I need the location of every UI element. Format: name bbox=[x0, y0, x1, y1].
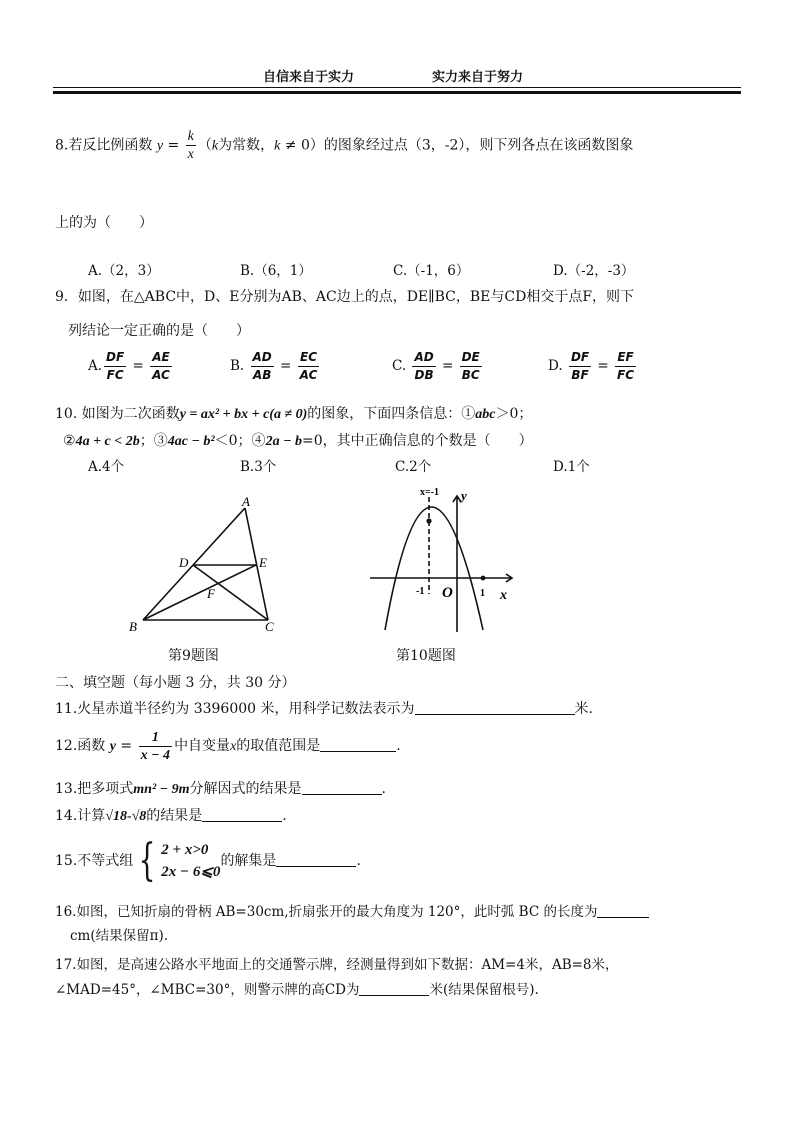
fig10-label-plus1: 1 bbox=[480, 588, 485, 599]
header-left-motto: 自信来自于实力 bbox=[263, 70, 355, 85]
q13-end: . bbox=[381, 781, 386, 797]
q9-d-label: D. bbox=[548, 358, 563, 374]
fig10-vertex-point bbox=[426, 518, 431, 523]
question-15 bbox=[55, 835, 361, 887]
fig10-label-minus1: -1 bbox=[416, 586, 425, 597]
fig10-parabola-curve bbox=[385, 507, 483, 630]
q8-eq: = bbox=[163, 137, 184, 154]
figure-10-caption: 第10题图 bbox=[396, 648, 456, 664]
q9-c-d2: BC bbox=[461, 368, 480, 382]
q8-k: k bbox=[211, 138, 219, 154]
q9-d-d2: FC bbox=[617, 368, 635, 382]
q10-option-d: D.1个 bbox=[553, 459, 590, 475]
q10-l2b: 4a + c < 2b bbox=[75, 434, 140, 449]
q14-answer-blank[interactable] bbox=[202, 806, 282, 822]
q12-end: . bbox=[396, 738, 401, 754]
q8-y: y bbox=[156, 138, 164, 154]
q12-y: y bbox=[109, 739, 116, 754]
q9-b-n2: EC bbox=[298, 349, 320, 367]
section-2-title: 二、填空题（每小题 3 分，共 30 分） bbox=[55, 675, 296, 691]
q12-mid: 中自变量 bbox=[174, 738, 231, 754]
q10-option-a: A.4个 bbox=[88, 459, 125, 475]
q12-suffix: 的取值范围是 bbox=[236, 738, 321, 754]
q9-a-n2: AE bbox=[150, 349, 172, 367]
q8-fraction bbox=[186, 128, 196, 163]
q10-l1e: ＞0； bbox=[495, 406, 533, 422]
fig10-label-y: y bbox=[461, 488, 467, 503]
q10-l2c: ；③ bbox=[139, 433, 168, 449]
fig10-root-point bbox=[481, 576, 486, 581]
q13-answer-blank[interactable] bbox=[302, 779, 382, 795]
question-9-line2: 列结论一定正确的是（ ） bbox=[68, 323, 250, 339]
q17-answer-blank[interactable] bbox=[359, 980, 429, 996]
q8-option-c: C.（-1，6） bbox=[393, 263, 470, 279]
question-9-line1: 9．如图，在△ABC中，D、E分别为AB、AC边上的点，DE∥BC，BE与CD相交于点F，则下 bbox=[55, 289, 635, 305]
q9-b-n1: AD bbox=[251, 349, 274, 367]
q12-eq: = bbox=[115, 738, 137, 754]
fig9-side-ab bbox=[143, 508, 245, 620]
q10-option-c: C.2个 bbox=[395, 459, 432, 475]
q9-c-n1: AD bbox=[412, 349, 435, 367]
q10-option-b: B.3个 bbox=[240, 459, 277, 475]
figure-9-caption: 第9题图 bbox=[168, 648, 219, 664]
q9-c-label: C. bbox=[392, 358, 407, 374]
q9-b-d1: AB bbox=[252, 368, 272, 382]
q13-suffix: 分解因式的结果是 bbox=[189, 781, 302, 797]
q11-text: 11.火星赤道半径约为 3396000 米，用科学记数法表示为 bbox=[55, 701, 415, 717]
q8-k2: k bbox=[274, 138, 281, 154]
q15-line2: 2x − 6⩽0 bbox=[161, 864, 221, 880]
q17-line2b: 米(结果保留根号). bbox=[429, 982, 539, 998]
q11-suffix: 米. bbox=[574, 701, 593, 717]
q14-expr: √18-√8 bbox=[105, 809, 147, 824]
q9-option-c: C. $\frac{AD}{DB}$ = $\frac{DE}{BC}$ bbox=[392, 350, 480, 382]
q8-option-d: D.（-2，-3） bbox=[553, 263, 635, 279]
question-16-line2: cm(结果保留π). bbox=[70, 928, 169, 944]
question-10-line1 bbox=[55, 404, 532, 425]
fig9-segment-cd bbox=[193, 565, 268, 620]
q15-answer-blank[interactable] bbox=[276, 851, 356, 867]
q8-mid2: 为常数， bbox=[218, 137, 275, 154]
header-right-motto: 实力来自于努力 bbox=[432, 70, 524, 85]
fig9-label-d: D bbox=[179, 555, 189, 570]
q16-answer-blank[interactable] bbox=[597, 902, 649, 918]
q9-option-b: B. $\frac{AD}{AB}$ = $\frac{EC}{AC}$ bbox=[230, 350, 318, 382]
q8-option-a: A.（2，3） bbox=[88, 263, 160, 279]
page-header bbox=[0, 66, 794, 86]
q13-expr: mn² − 9m bbox=[133, 782, 190, 797]
question-11 bbox=[55, 699, 593, 719]
fig10-label-x: x bbox=[500, 588, 507, 603]
q15-prefix: 15.不等式组 bbox=[55, 853, 134, 869]
q10-l1b: y = ax² + bx + c(a ≠ 0) bbox=[179, 407, 308, 422]
figure-9-triangle bbox=[128, 496, 298, 636]
q9-a-n1: DF bbox=[104, 349, 126, 367]
question-12 bbox=[55, 727, 401, 766]
fig9-label-c: C bbox=[265, 619, 274, 634]
q10-l2f: 2a − b bbox=[265, 434, 303, 449]
q10-l2a: ② bbox=[63, 433, 76, 449]
q9-option-d: D. $\frac{DF}{BF}$ = $\frac{EF}{FC}$ bbox=[548, 350, 635, 382]
q12-den: x − 4 bbox=[140, 747, 171, 763]
q8-cond: ≠ 0）的图象经过点（3，-2），则下列各点在该函数图象 bbox=[280, 137, 634, 154]
question-8-stem bbox=[55, 128, 633, 164]
q15-suffix: 的解集是 bbox=[220, 853, 277, 869]
q9-d-n1: DF bbox=[569, 349, 591, 367]
q10-l1a: 10. 如图为二次函数 bbox=[55, 406, 180, 422]
header-rule-thick bbox=[53, 91, 741, 94]
question-14 bbox=[55, 806, 287, 827]
question-17-line2 bbox=[55, 980, 539, 1000]
q8-den: x bbox=[187, 147, 194, 162]
fig9-label-a: A bbox=[242, 496, 250, 509]
q8-mid1: （ bbox=[197, 137, 212, 154]
q14-prefix: 14.计算 bbox=[55, 808, 106, 824]
q9-d-n2: EF bbox=[615, 349, 636, 367]
q8-prefix: 8.若反比例函数 bbox=[55, 137, 153, 154]
q12-x: x bbox=[230, 739, 237, 754]
q9-b-d2: AC bbox=[299, 368, 318, 382]
fig9-label-f: F bbox=[207, 586, 215, 601]
fig9-segment-be bbox=[143, 565, 256, 620]
q15-end: . bbox=[356, 853, 361, 869]
q9-c-d1: DB bbox=[414, 368, 434, 382]
q9-a-label: A. bbox=[88, 358, 103, 374]
q16-line1-text: 16.如图，已知折扇的骨柄 AB=30cm,折扇张开的最大角度为 120°，此时弧 BC 的长度为 bbox=[55, 904, 598, 920]
q10-l1c: 的图象，下面四条信息：① bbox=[307, 406, 476, 422]
q12-fraction bbox=[139, 729, 172, 764]
fig9-label-b: B bbox=[129, 619, 137, 634]
question-8-line2: 上的为（ ） bbox=[55, 215, 153, 231]
question-13 bbox=[55, 779, 386, 800]
q13-prefix: 13.把多项式 bbox=[55, 781, 134, 797]
q9-a-d2: AC bbox=[152, 368, 170, 382]
fig10-label-origin: O bbox=[442, 585, 453, 601]
fig9-label-e: E bbox=[259, 555, 267, 570]
q9-b-label: B. bbox=[230, 358, 245, 374]
q15-brace: { bbox=[138, 835, 156, 886]
q14-suffix: 的结果是 bbox=[146, 808, 203, 824]
question-16-line1 bbox=[55, 902, 649, 922]
q12-answer-blank[interactable] bbox=[320, 736, 396, 752]
figure-10-parabola bbox=[362, 484, 522, 634]
q9-option-a: A. $\frac{DF}{FC}$ = $\frac{AE}{AC}$ bbox=[88, 350, 170, 382]
q8-num: k bbox=[187, 129, 194, 144]
header-rule-thin bbox=[53, 87, 741, 88]
q12-num: 1 bbox=[139, 729, 172, 747]
q17-line2a: ∠MAD=45°，∠MBC=30°，则警示牌的高CD为 bbox=[55, 982, 360, 998]
q10-l2g: =0，其中正确信息的个数是（ ） bbox=[302, 433, 533, 449]
question-17-line1: 17.如图，是高速公路水平地面上的交通警示牌，经测量得到如下数据：AM=4米，AB=8米， bbox=[55, 957, 619, 973]
q9-a-d1: FC bbox=[106, 368, 124, 382]
question-10-line2 bbox=[63, 431, 533, 452]
q15-line1: 2 + x>0 bbox=[161, 842, 209, 858]
q8-option-b: B.（6，1） bbox=[240, 263, 312, 279]
q10-l1d: abc bbox=[475, 407, 496, 422]
q9-c-n2: DE bbox=[460, 349, 482, 367]
q10-l2d: 4ac − b² bbox=[167, 434, 215, 449]
q9-d-d1: BF bbox=[571, 368, 589, 382]
q15-system bbox=[161, 839, 220, 883]
q11-answer-blank[interactable] bbox=[415, 699, 575, 715]
q10-l2e: ＜0；④ bbox=[214, 433, 266, 449]
q12-prefix: 12.函数 bbox=[55, 738, 106, 754]
fig10-label-vline: x=-1 bbox=[420, 487, 440, 498]
q14-end: . bbox=[282, 808, 287, 824]
